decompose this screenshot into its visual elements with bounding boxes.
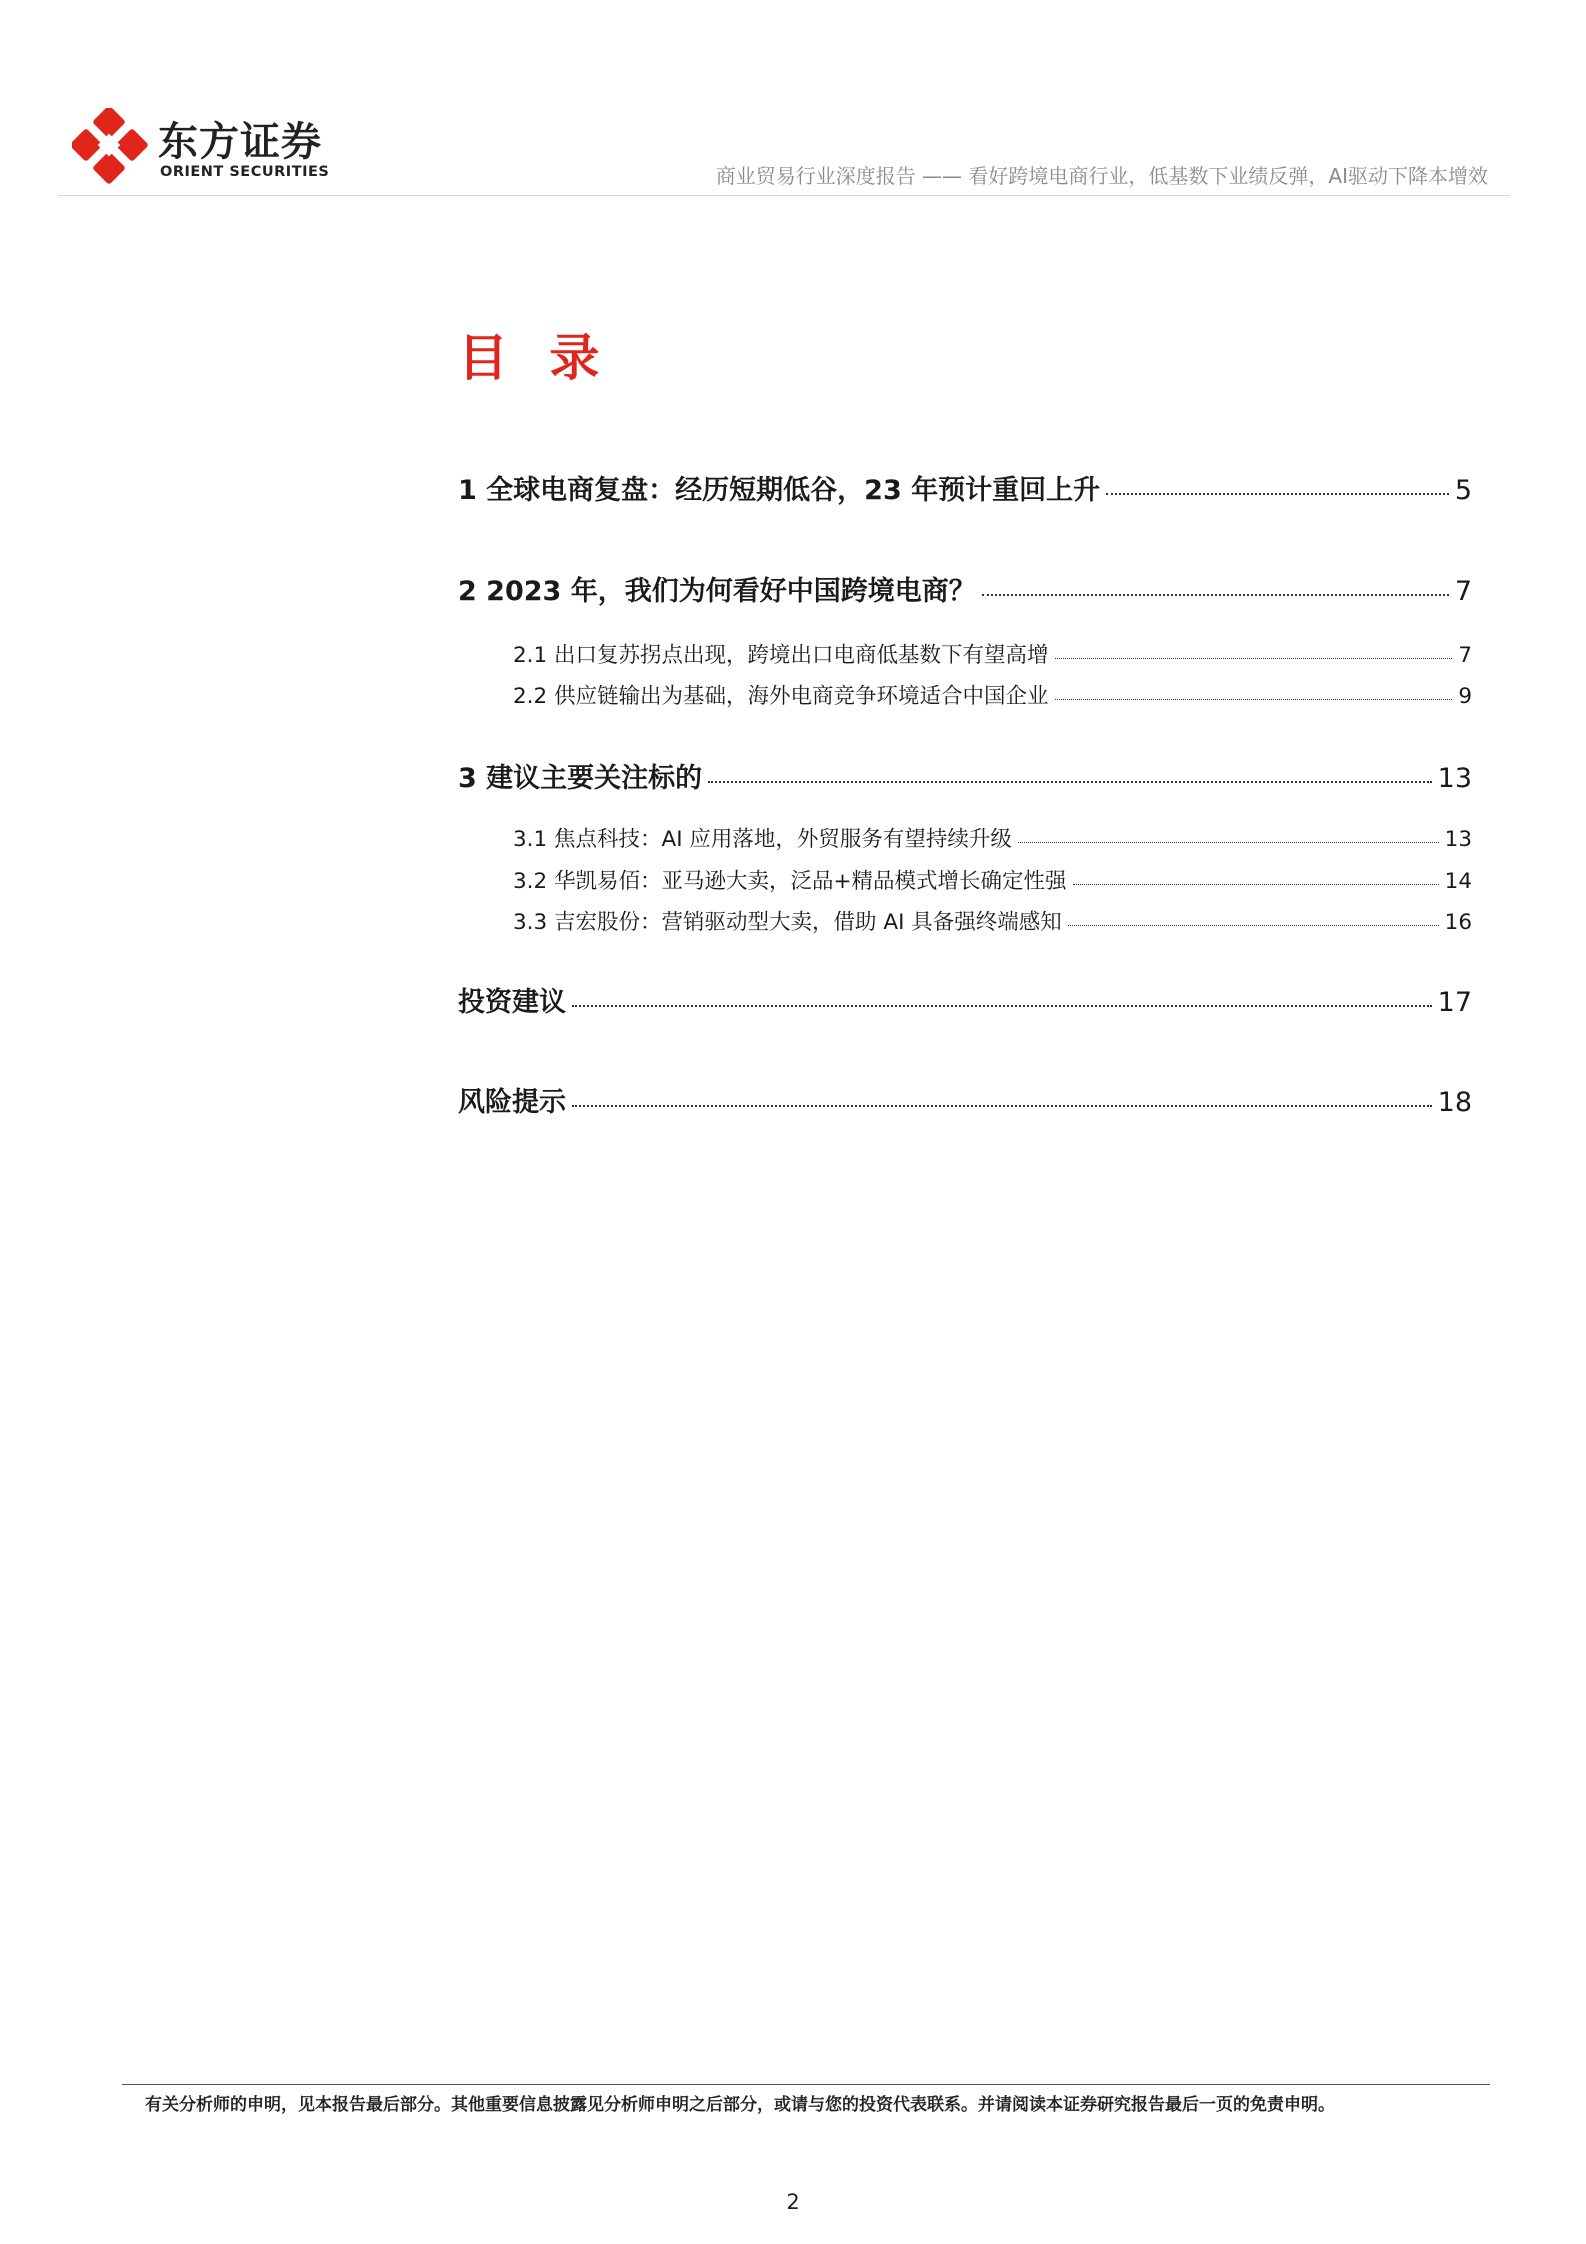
toc-leader-dots (1068, 925, 1439, 926)
toc-entry-title: 风险提示 (458, 1087, 566, 1118)
toc-entry[interactable] (458, 980, 1472, 1019)
toc-entry-title: 3.3 吉宏股份：营销驱动型大卖，借助 AI 具备强终端感知 (513, 910, 1062, 935)
disclaimer-text: 有关分析师的申明，见本报告最后部分。其他重要信息披露见分析师申明之后部分，或请与您的投资代表联系。并请阅读本证券研究报告最后一页的免责申明。 (145, 2095, 1335, 2115)
logo-english-name: ORIENT SECURITIES (160, 164, 330, 180)
toc-entry-page: 9 (1458, 684, 1472, 709)
toc-entry-page: 14 (1444, 869, 1472, 894)
page-header (0, 0, 1586, 200)
toc-subentry[interactable] (513, 864, 1472, 895)
toc-entry-title: 1 全球电商复盘：经历短期低谷，23 年预计重回上升 (458, 475, 1101, 506)
toc-entry-page: 13 (1437, 763, 1472, 794)
toc-subentry[interactable] (513, 822, 1472, 853)
toc-leader-dots (1055, 658, 1453, 659)
toc-entry-page: 7 (1458, 643, 1472, 668)
toc-entry-page: 16 (1444, 910, 1472, 935)
toc-leader-dots (982, 594, 1449, 596)
toc-entry-title: 投资建议 (458, 987, 566, 1018)
toc-entry-title: 3.2 华凯易佰：亚马逊大卖，泛品+精品模式增长确定性强 (513, 869, 1067, 894)
header-divider (58, 195, 1510, 196)
toc-entry-page: 5 (1454, 475, 1472, 506)
toc-entry-page: 17 (1437, 987, 1472, 1018)
toc-leader-dots (572, 1005, 1432, 1007)
toc-entry[interactable] (458, 756, 1472, 795)
toc-entry[interactable] (458, 1080, 1472, 1119)
toc-entry-title: 3.1 焦点科技：AI 应用落地，外贸服务有望持续升级 (513, 827, 1012, 852)
toc-entry[interactable] (458, 569, 1472, 608)
orient-securities-logo (72, 108, 352, 184)
toc-entry-page: 18 (1437, 1087, 1472, 1118)
toc-leader-dots (572, 1105, 1432, 1107)
toc-subentry[interactable] (513, 905, 1472, 936)
toc-leader-dots (1055, 699, 1453, 700)
toc-leader-dots (1018, 842, 1439, 843)
toc-subentry[interactable] (513, 679, 1472, 710)
toc-leader-dots (1106, 493, 1449, 495)
toc-heading: 目 录 (458, 329, 612, 387)
orient-securities-logo-icon (72, 108, 148, 184)
toc-entry-page: 13 (1444, 827, 1472, 852)
toc-entry-title: 2 2023 年，我们为何看好中国跨境电商？ (458, 576, 976, 607)
toc-entry-title: 2.2 供应链输出为基础，海外电商竞争环境适合中国企业 (513, 684, 1049, 709)
toc-entry-title: 2.1 出口复苏拐点出现，跨境出口电商低基数下有望高增 (513, 643, 1049, 668)
footer-divider (122, 2084, 1490, 2085)
toc-entry-title: 3 建议主要关注标的 (458, 763, 703, 794)
logo-chinese-name: 东方证券 (158, 119, 322, 165)
toc-leader-dots (708, 781, 1431, 783)
toc-entry-page: 7 (1454, 576, 1472, 607)
toc-leader-dots (1073, 884, 1439, 885)
report-title: 商业贸易行业深度报告 —— 看好跨境电商行业，低基数下业绩反弹，AI驱动下降本增效 (715, 164, 1488, 188)
page-number: 2 (786, 2190, 800, 2214)
toc-subentry[interactable] (513, 638, 1472, 669)
toc-entry[interactable] (458, 468, 1472, 507)
